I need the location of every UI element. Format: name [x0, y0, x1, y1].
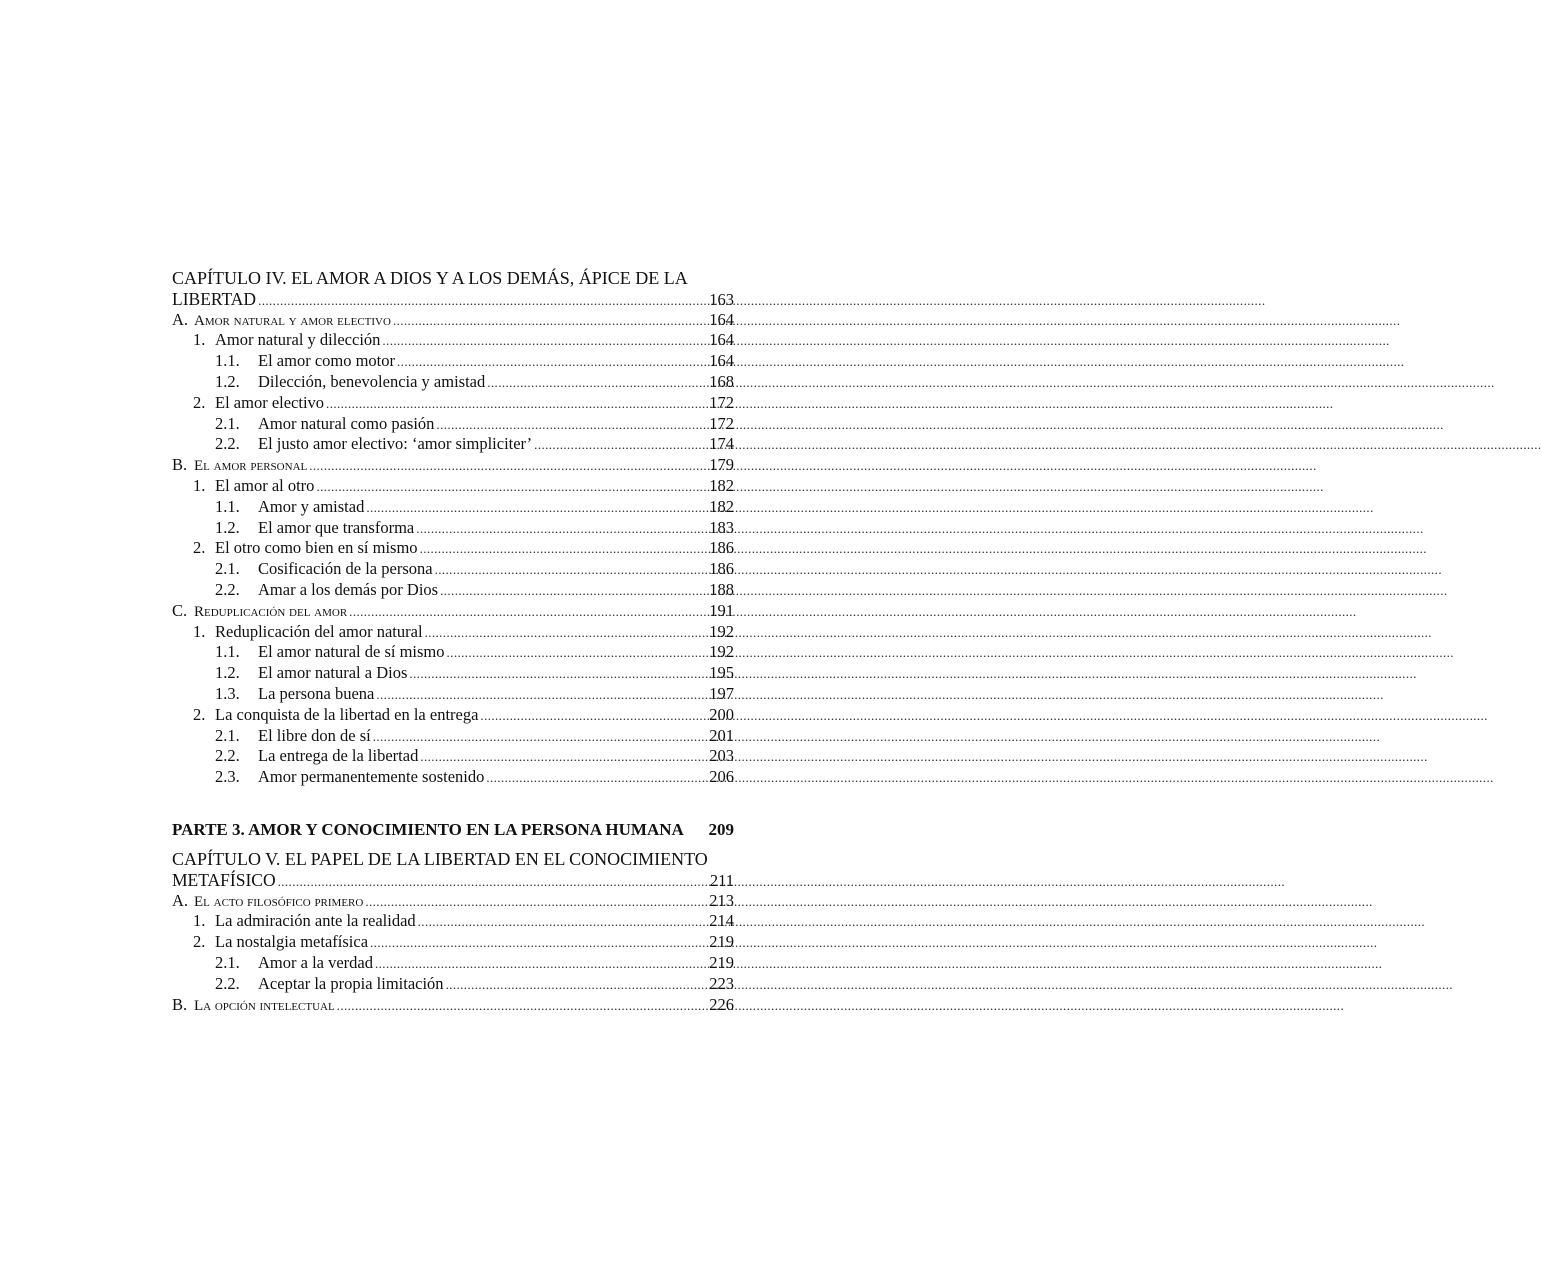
dot-leader — [309, 455, 708, 477]
entry-number: 1.2. — [215, 517, 240, 537]
dot-leader — [337, 995, 709, 1017]
entry-title: Amor natural como pasión — [258, 413, 435, 433]
entry-title: El libre don de sí — [258, 725, 371, 745]
entry-page-number: 182 — [709, 496, 734, 516]
entry-title: Dilección, benevolencia y amistad — [258, 371, 486, 391]
entry-title: El amor electivo — [215, 392, 325, 412]
chapter-title-line: LIBERTAD — [172, 288, 257, 309]
dot-leader — [420, 538, 709, 560]
dot-leader — [373, 726, 709, 748]
entry-number: 2.2. — [215, 746, 240, 766]
entry-number: 2.2. — [215, 579, 240, 599]
table-of-contents — [172, 268, 734, 1015]
entry-number: 2. — [193, 932, 206, 952]
entry-page-number: 164 — [709, 309, 734, 329]
chapter-iv — [172, 268, 734, 788]
entry-number: 2.2. — [215, 434, 240, 454]
entry-title: La admiración ante la realidad — [215, 911, 416, 931]
entry-number: 1. — [193, 330, 206, 350]
subsection-entry — [172, 705, 734, 726]
dot-leader — [447, 642, 709, 664]
subsection-entry — [172, 476, 734, 497]
dot-leader — [480, 705, 708, 727]
entry-page-number: 191 — [709, 600, 734, 620]
entry-page-number: 219 — [709, 952, 734, 972]
entry-page-number: 168 — [709, 371, 734, 391]
subsubsection-entry — [172, 580, 734, 601]
dot-leader — [409, 663, 708, 685]
entry-page-number: 200 — [709, 704, 734, 724]
entry-number: 1. — [193, 621, 206, 641]
subsubsection-entry — [172, 642, 734, 663]
entry-title: Cosificación de la persona — [258, 559, 433, 579]
subsubsection-entry — [172, 746, 734, 767]
dot-leader — [425, 622, 709, 644]
section-entry — [172, 891, 734, 912]
entry-number: 2.3. — [215, 767, 240, 787]
entry-title: El amor personal — [194, 458, 308, 475]
entry-title: La conquista de la libertad en la entrega — [215, 704, 479, 724]
dot-leader — [420, 746, 708, 768]
dot-leader — [370, 932, 708, 954]
entry-number: 1.1. — [215, 642, 240, 662]
subsection-entry — [172, 932, 734, 953]
entry-page-number: 192 — [709, 642, 734, 662]
spacer — [172, 788, 734, 819]
dot-leader — [393, 310, 708, 332]
part-title: PARTE 3. AMOR Y CONOCIMIENTO EN LA PERSONA HUMANA — [172, 819, 684, 839]
subsubsection-entry — [172, 351, 734, 372]
dot-leader — [416, 518, 708, 540]
entry-number: B. — [172, 994, 188, 1014]
entry-number: 1.1. — [215, 351, 240, 371]
entry-title: El acto filosófico primero — [194, 893, 364, 910]
entry-number: C. — [172, 600, 188, 620]
entry-page-number: 186 — [709, 559, 734, 579]
entry-number: 2. — [193, 704, 206, 724]
entry-number: 1. — [193, 911, 206, 931]
entry-page-number: 226 — [709, 994, 734, 1014]
entry-title: Amor natural y amor electivo — [194, 312, 391, 329]
subsubsection-entry — [172, 953, 734, 974]
chapter-title-line: CAPÍTULO IV. EL AMOR A DIOS Y A LOS DEMÁS, ÁPICE DE LA — [172, 268, 688, 288]
chapter-title-row — [172, 289, 734, 310]
dot-leader — [316, 476, 708, 498]
section-entry — [172, 310, 734, 331]
entry-number: 1. — [193, 475, 206, 495]
entry-page-number: 186 — [709, 538, 734, 558]
entry-page-number: 172 — [709, 392, 734, 412]
entry-title: El amor natural de sí mismo — [258, 642, 445, 662]
entry-page-number: 188 — [709, 579, 734, 599]
subsection-entry — [172, 622, 734, 643]
entry-page-number: 197 — [709, 683, 734, 703]
entry-number: 2.1. — [215, 559, 240, 579]
subsection-entry — [172, 330, 734, 351]
dot-leader — [397, 351, 708, 373]
entry-title: El amor al otro — [215, 475, 315, 495]
subsubsection-entry — [172, 684, 734, 705]
entry-title: Amor y amistad — [258, 496, 365, 516]
entry-title: El justo amor electivo: ‘amor simpliciter’ — [258, 434, 533, 454]
subsubsection-entry — [172, 518, 734, 539]
subsubsection-entry — [172, 497, 734, 518]
subsubsection-entry — [172, 663, 734, 684]
entry-number: 1.2. — [215, 663, 240, 683]
chapter-title-line: CAPÍTULO V. EL PAPEL DE LA LIBERTAD EN EL CONOCIMIENTO — [172, 848, 708, 869]
entry-page-number: 213 — [709, 890, 734, 910]
entry-page-number: 223 — [709, 973, 734, 993]
section-entry — [172, 601, 734, 622]
subsubsection-entry — [172, 414, 734, 435]
subsubsection-entry — [172, 434, 734, 455]
entry-page-number: 203 — [709, 746, 734, 766]
entry-number: 1.1. — [215, 496, 240, 516]
dot-leader — [487, 372, 708, 394]
subsection-entry — [172, 911, 734, 932]
dot-leader — [440, 580, 708, 602]
entry-title: El amor que transforma — [258, 517, 415, 537]
chapter-v — [172, 849, 734, 1015]
entry-page-number: 172 — [709, 413, 734, 433]
entry-page-number: 183 — [709, 517, 734, 537]
entry-title: La opción intelectual — [194, 997, 335, 1014]
entry-number: 2.1. — [215, 725, 240, 745]
dot-leader — [326, 393, 708, 415]
entry-number: 1.2. — [215, 371, 240, 391]
entry-number: B. — [172, 455, 188, 475]
dot-leader — [382, 330, 708, 352]
entry-page-number: 206 — [709, 767, 734, 787]
entry-page-number: 214 — [709, 911, 734, 931]
entry-number: A. — [172, 890, 189, 910]
dot-leader — [258, 290, 708, 312]
entry-number: 2.1. — [215, 952, 240, 972]
dot-leader — [446, 974, 709, 996]
entry-page-number: 201 — [709, 725, 734, 745]
entry-page-number: 164 — [709, 330, 734, 350]
entry-title: Amor permanentemente sostenido — [258, 767, 485, 787]
entry-title: La persona buena — [258, 683, 375, 703]
entry-number: 2.1. — [215, 413, 240, 433]
entry-page-number: 195 — [709, 663, 734, 683]
entry-title: Amar a los demás por Dios — [258, 579, 439, 599]
dot-leader — [366, 497, 708, 519]
dot-leader — [486, 767, 708, 789]
entry-page-number: 174 — [709, 434, 734, 454]
entry-number: 2.2. — [215, 973, 240, 993]
entry-title: El otro como bien en sí mismo — [215, 538, 418, 558]
entry-page-number: 182 — [709, 475, 734, 495]
part-heading — [172, 819, 734, 841]
subsection-entry — [172, 538, 734, 559]
entry-number: 2. — [193, 538, 206, 558]
entry-title: El amor natural a Dios — [258, 663, 408, 683]
entry-title: Amor a la verdad — [258, 952, 373, 972]
entry-title: La entrega de la libertad — [258, 746, 419, 766]
entry-page-number: 219 — [709, 932, 734, 952]
entry-number: A. — [172, 309, 189, 329]
entry-number: 2. — [193, 392, 206, 412]
dot-leader — [436, 414, 708, 436]
chapter-page-number: 211 — [709, 870, 734, 890]
dot-leader — [534, 434, 708, 456]
entry-number: 1.3. — [215, 683, 240, 703]
dot-leader — [376, 684, 708, 706]
entry-title: El amor como motor — [258, 351, 396, 371]
entry-title: La nostalgia metafísica — [215, 932, 369, 952]
subsection-entry — [172, 393, 734, 414]
dot-leader — [349, 601, 708, 623]
chapter-title-row — [172, 870, 734, 891]
entry-page-number: 164 — [709, 351, 734, 371]
entry-title: Aceptar la propia limitación — [258, 973, 444, 993]
entry-title: Reduplicación del amor natural — [215, 621, 423, 641]
subsubsection-entry — [172, 974, 734, 995]
dot-leader — [278, 871, 709, 893]
entry-title: Amor natural y dilección — [215, 330, 381, 350]
spacer — [172, 841, 734, 849]
entry-page-number: 179 — [709, 455, 734, 475]
dot-leader — [435, 559, 709, 581]
section-entry — [172, 995, 734, 1016]
subsubsection-entry — [172, 726, 734, 747]
entry-title: Reduplicación del amor — [194, 603, 348, 620]
chapter-title-line: METAFÍSICO — [172, 869, 276, 890]
part-page-number: 209 — [708, 819, 734, 839]
entry-page-number: 192 — [709, 621, 734, 641]
dot-leader — [375, 953, 708, 975]
dot-leader — [365, 891, 708, 913]
subsubsection-entry — [172, 767, 734, 788]
section-entry — [172, 455, 734, 476]
dot-leader — [418, 911, 709, 933]
subsubsection-entry — [172, 559, 734, 580]
chapter-page-number: 163 — [709, 289, 734, 309]
subsubsection-entry — [172, 372, 734, 393]
